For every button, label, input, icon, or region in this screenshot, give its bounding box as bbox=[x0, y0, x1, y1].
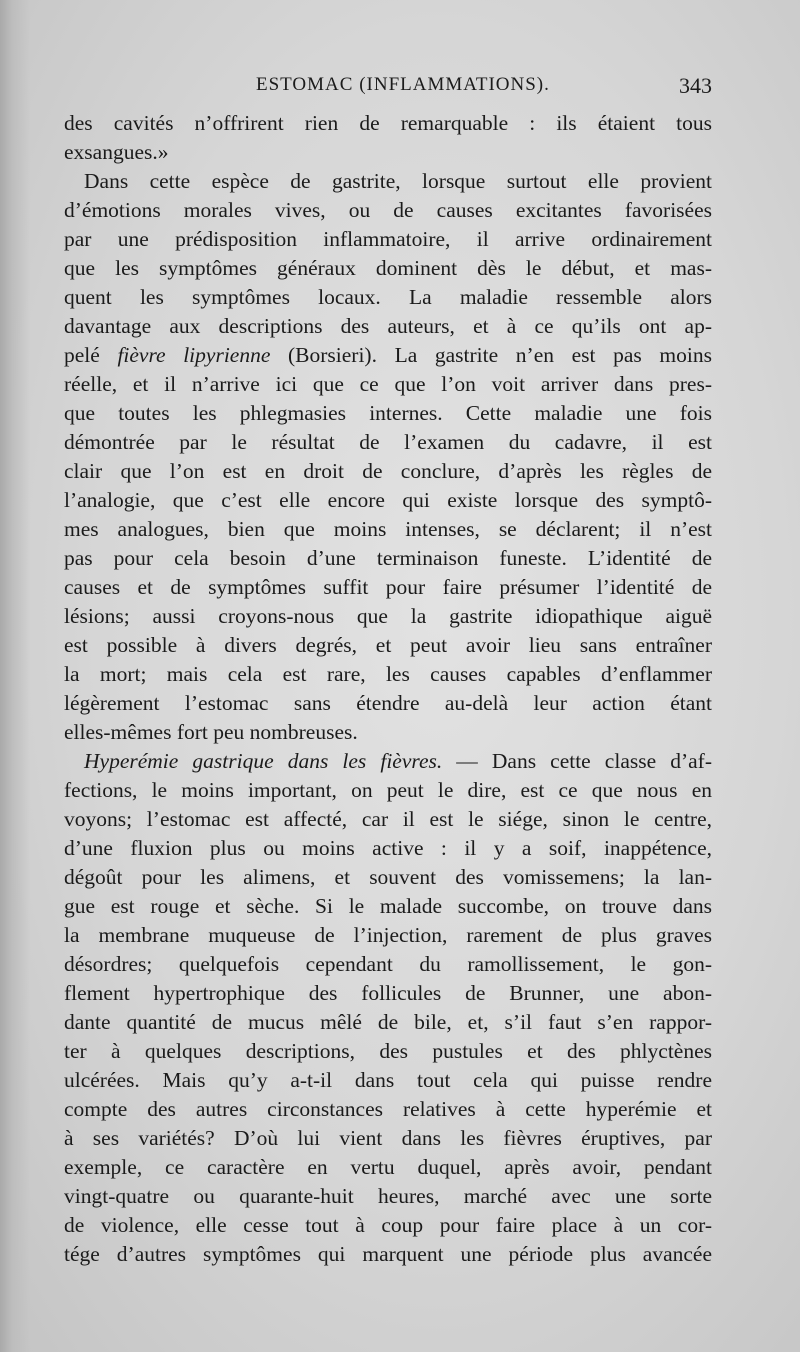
text-line bbox=[64, 776, 712, 805]
text-line bbox=[64, 167, 712, 196]
body-text bbox=[64, 109, 712, 1269]
text-run: quent les symptômes locaux. La maladie ressemble alors bbox=[64, 285, 712, 309]
text-line bbox=[64, 254, 712, 283]
text-line bbox=[64, 979, 712, 1008]
text-run: tége d’autres symptômes qui marquent une période plus avancée bbox=[64, 1242, 712, 1266]
text-run: flement hypertrophique des follicules de Brunner, une abon- bbox=[64, 981, 712, 1005]
page-number: 343 bbox=[679, 73, 712, 98]
text-run: démontrée par le résultat de l’examen du cadavre, il est bbox=[64, 430, 712, 454]
text-line bbox=[64, 1153, 712, 1182]
text-run: ulcérées. Mais qu’y a-t-il dans tout cela qui puisse rendre bbox=[64, 1068, 712, 1092]
text-line bbox=[64, 660, 712, 689]
text-run: voyons; l’estomac est affecté, car il est le siége, sinon le centre, bbox=[64, 807, 712, 831]
text-run: Dans cette espèce de gastrite, lorsque surtout elle provient bbox=[84, 169, 712, 193]
text-run: lésions; aussi croyons-nous que la gastrite idiopathique aiguë bbox=[64, 604, 712, 628]
text-line bbox=[64, 225, 712, 254]
text-line bbox=[64, 457, 712, 486]
italic-term: fièvre lipyrienne bbox=[117, 343, 271, 367]
text-run: clair que l’on est en droit de conclure, d’après les règles de bbox=[64, 459, 712, 483]
text-line bbox=[64, 486, 712, 515]
text-run: est possible à divers degrés, et peut avoir lieu sans entraîner bbox=[64, 633, 712, 657]
text-line bbox=[64, 863, 712, 892]
text-run: que toutes les phlegmasies internes. Cette maladie une fois bbox=[64, 401, 712, 425]
text-line bbox=[64, 1124, 712, 1153]
text-run: elles-mêmes fort peu nombreuses. bbox=[64, 720, 358, 744]
text-line bbox=[64, 573, 712, 602]
text-line bbox=[64, 892, 712, 921]
text-line bbox=[64, 428, 712, 457]
text-run: la mort; mais cela est rare, les causes capables d’enflammer bbox=[64, 662, 712, 686]
text-line bbox=[64, 399, 712, 428]
text-run: dante quantité de mucus mêlé de bile, et, s’il faut s’en rappor- bbox=[64, 1010, 712, 1034]
text-line bbox=[64, 921, 712, 950]
text-run: réelle, et il n’arrive ici que ce que l’on voit arriver dans pres- bbox=[64, 372, 712, 396]
text-run: de violence, elle cesse tout à coup pour faire place à un cor- bbox=[64, 1213, 712, 1237]
text-run: exemple, ce caractère en vertu duquel, après avoir, pendant bbox=[64, 1155, 712, 1179]
text-run: vingt-quatre ou quarante-huit heures, marché avec une sorte bbox=[64, 1184, 712, 1208]
text-line bbox=[64, 341, 712, 370]
text-line bbox=[64, 1037, 712, 1066]
text-run: — Dans cette classe d’af- bbox=[442, 749, 712, 773]
text-run: causes et de symptômes suffit pour faire présumer l’identité de bbox=[64, 575, 712, 599]
text-line bbox=[64, 1066, 712, 1095]
text-run: (Borsieri). La gastrite n’en est pas moins bbox=[270, 343, 712, 367]
text-run: la membrane muqueuse de l’injection, rarement de plus graves bbox=[64, 923, 712, 947]
text-line bbox=[64, 312, 712, 341]
page-header bbox=[64, 74, 712, 108]
running-head: ESTOMAC (INFLAMMATIONS). bbox=[256, 74, 550, 95]
text-run: pelé bbox=[64, 343, 118, 367]
text-line bbox=[64, 805, 712, 834]
text-line bbox=[64, 515, 712, 544]
text-run: dégoût pour les alimens, et souvent des vomissemens; la lan- bbox=[64, 865, 712, 889]
text-line bbox=[64, 631, 712, 660]
text-line bbox=[64, 1008, 712, 1037]
text-line bbox=[64, 689, 712, 718]
text-run: l’analogie, que c’est elle encore qui existe lorsque des symptô- bbox=[64, 488, 712, 512]
text-run: par une prédisposition inflammatoire, il arrive ordinairement bbox=[64, 227, 712, 251]
text-line bbox=[64, 370, 712, 399]
text-run: compte des autres circonstances relatives à cette hyperémie et bbox=[64, 1097, 712, 1121]
text-run: pas pour cela besoin d’une terminaison funeste. L’identité de bbox=[64, 546, 712, 570]
text-line bbox=[64, 1182, 712, 1211]
text-run: exsangues.» bbox=[64, 140, 169, 164]
text-line bbox=[64, 109, 712, 138]
text-run: fections, le moins important, on peut le dire, est ce que nous en bbox=[64, 778, 712, 802]
text-run: d’une fluxion plus ou moins active : il y a soif, inappétence, bbox=[64, 836, 712, 860]
text-run: davantage aux descriptions des auteurs, et à ce qu’ils ont ap- bbox=[64, 314, 712, 338]
text-run: ter à quelques descriptions, des pustules et des phlyctènes bbox=[64, 1039, 712, 1063]
text-line bbox=[64, 544, 712, 573]
text-line bbox=[64, 1240, 712, 1269]
text-line bbox=[64, 138, 712, 167]
text-run: que les symptômes généraux dominent dès le début, et mas- bbox=[64, 256, 712, 280]
text-run: légèrement l’estomac sans étendre au-delà leur action étant bbox=[64, 691, 712, 715]
text-line bbox=[64, 283, 712, 312]
text-run: à ses variétés? D’où lui vient dans les fièvres éruptives, par bbox=[64, 1126, 712, 1150]
text-run: d’émotions morales vives, ou de causes excitantes favorisées bbox=[64, 198, 712, 222]
text-line bbox=[64, 1211, 712, 1240]
text-line bbox=[64, 950, 712, 979]
text-line bbox=[64, 747, 712, 776]
page-gutter-shadow bbox=[0, 0, 30, 1352]
text-line bbox=[64, 834, 712, 863]
italic-term: Hyperémie gastrique dans les fièvres. bbox=[84, 749, 443, 773]
text-run: mes analogues, bien que moins intenses, se déclarent; il n’est bbox=[64, 517, 712, 541]
text-line bbox=[64, 718, 712, 747]
text-line bbox=[64, 602, 712, 631]
text-run: gue est rouge et sèche. Si le malade succombe, on trouve dans bbox=[64, 894, 712, 918]
text-line bbox=[64, 196, 712, 225]
text-run: des cavités n’offrirent rien de remarquable : ils étaient tous bbox=[64, 111, 712, 135]
text-run: désordres; quelquefois cependant du ramollissement, le gon- bbox=[64, 952, 712, 976]
text-line bbox=[64, 1095, 712, 1124]
